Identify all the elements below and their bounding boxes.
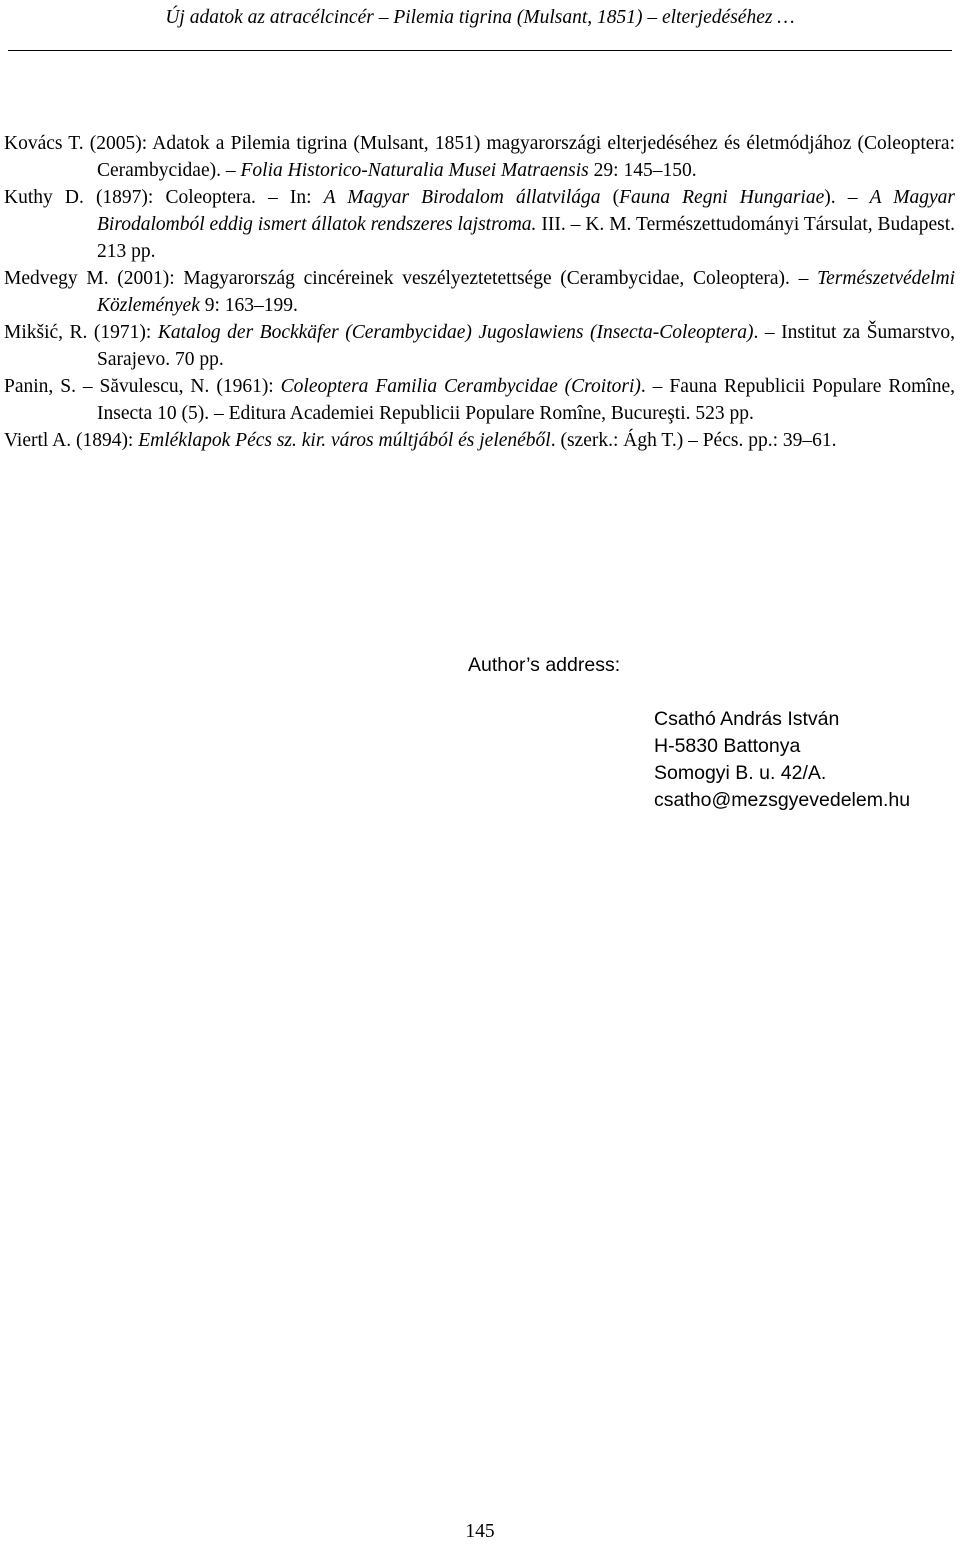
reference-source: Emléklapok Pécs sz. kir. város múltjából és jelenéből [138, 430, 551, 451]
reference-tail: III. – K. M. Természettudományi Társulat, Budapest. 213 pp. [97, 214, 955, 262]
reference-source: Coleoptera Familia Cerambycidae (Croitori) [280, 376, 641, 397]
reference-tail: . (szerk.: Ágh T.) – Pécs. pp.: 39–61. [550, 430, 837, 451]
reference-author: Viertl A. (1894): [4, 430, 139, 451]
reference-author: Kovács T. (2005): [4, 133, 153, 154]
reference-author: Kuthy D. (1897): [4, 187, 166, 208]
header-divider [8, 50, 952, 51]
reference-source: Folia Historico-Naturalia Musei Matraensis [240, 160, 589, 181]
reference-medvegy [4, 265, 955, 319]
author-name: Csathó András István [654, 708, 840, 730]
reference-separator: ). – [824, 187, 870, 208]
reference-tail: . – Fauna Republicii Populare Romîne, Insecta 10 (5). – Editura Academiei Republicii Populare Romîne, Bucureşti. 523 pp. [97, 376, 955, 424]
reference-miksic [4, 319, 955, 373]
reference-author: Medvegy M. (2001): [4, 268, 184, 289]
reference-tail: 9: 163–199. [199, 295, 298, 316]
reference-panin [4, 373, 955, 427]
reference-viertl [4, 427, 955, 454]
reference-title: Coleoptera. – In: [165, 187, 324, 208]
reference-author: Panin, S. – Săvulescu, N. (1961): [4, 376, 281, 397]
reference-kovacs [4, 130, 955, 184]
author-street: Somogyi B. u. 42/A. [654, 762, 827, 784]
reference-separator: ( [600, 187, 620, 208]
reference-author: Mikšić, R. (1971): [4, 322, 158, 343]
reference-title: Magyarország cincéreinek veszélyeztetettsége (Cerambycidae, Coleoptera). – [183, 268, 818, 289]
author-address-label: Author’s address: [468, 654, 621, 676]
reference-source: Természetvédelmi Közlemények [97, 268, 955, 316]
reference-source-secondary: Fauna Regni Hungariae [619, 187, 825, 208]
author-email: csatho@mezsgyevedelem.hu [654, 789, 911, 811]
reference-source: Katalog der Bockkäfer (Cerambycidae) Jugoslawiens (Insecta-Coleoptera) [157, 322, 754, 343]
reference-source: A Magyar Birodalom állatvilága [323, 187, 601, 208]
running-header-title: Új adatok az atracélcincér – Pilemia tigrina (Mulsant, 1851) – elterjedéséhez … [165, 7, 795, 28]
reference-title: Adatok a Pilemia tigrina (Mulsant, 1851) magyarországi elterjedéséhez és életmódjához (Coleoptera: Cerambycidae). – [97, 133, 955, 181]
author-postal: H-5830 Battonya [654, 735, 801, 757]
reference-tail: . – Institut za Šumarstvo, Sarajevo. 70 pp. [97, 322, 955, 370]
reference-source-tertiary: A Magyar Birodalomból eddig ismert állatok rendszeres lajstroma. [97, 187, 956, 235]
reference-tail: 29: 145–150. [588, 160, 697, 181]
reference-kuthy [4, 184, 955, 265]
page-number: 145 [465, 1521, 495, 1542]
reference-list [4, 130, 955, 454]
author-address-block [654, 706, 910, 814]
